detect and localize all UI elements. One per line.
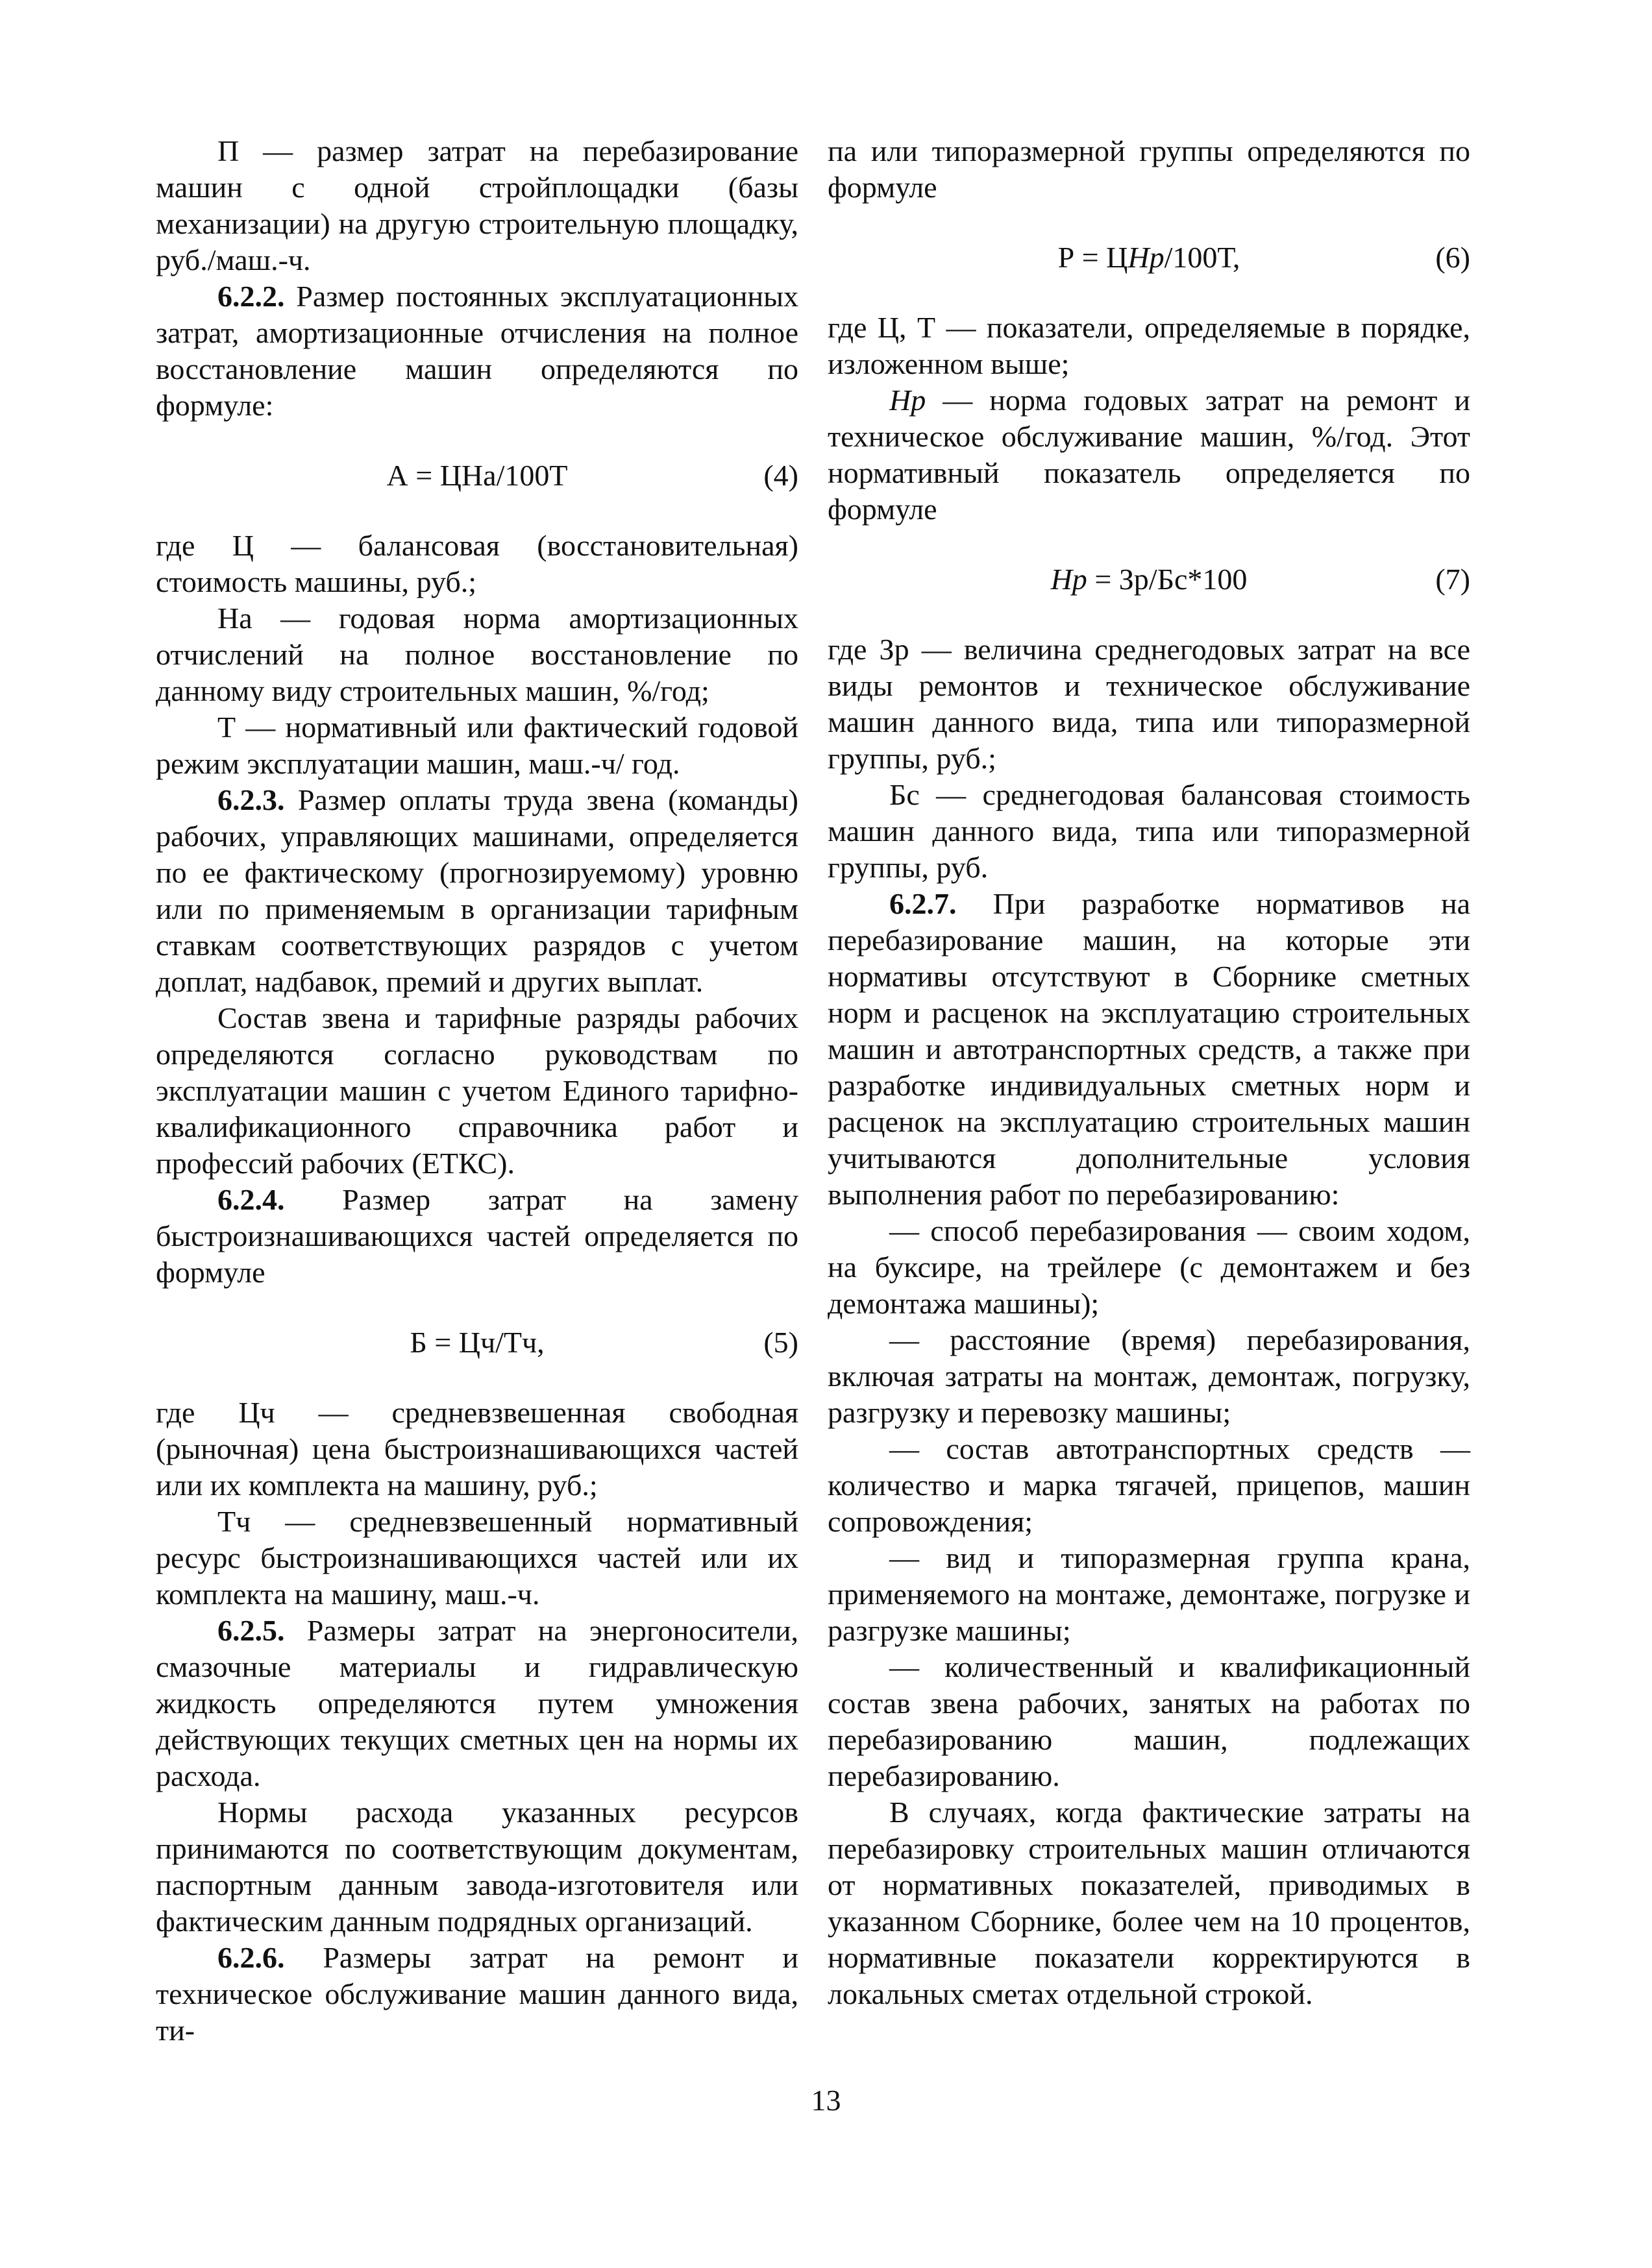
list-item: — состав автотранспортных средств — количество и марка тягачей, прицепов, машин сопровождения; <box>828 1432 1470 1538</box>
paragraph-6-2-2: 6.2.2. Размер постоянных эксплуатационных затрат, амортизационные отчисления на полное восстановление машин определяются по формуле: <box>156 280 798 422</box>
paragraph-where-cch: где Цч — средневзвешенная свободная (рыночная) цена быстроизнашивающихся частей или их комплекта на машину, руб.; <box>156 1396 798 1502</box>
clause-number: 6.2.2. <box>217 280 285 313</box>
paragraph-correction-cases: В случаях, когда фактические затраты на перебазировку строительных машин отличаются от нормативных показателей, приводимых в указанном Сборнике, более чем на 10 процентов, нормативные показатели корректируются в локальных сметах отдельной строкой. <box>828 1796 1470 2010</box>
paragraph-6-2-7: 6.2.7. При разработке нормативов на перебазирование машин, на которые эти нормативы отсутствуют в Сборнике сметных норм и расценок на эксплуатацию строительных машин и автотранспортных средств, а также при разработке индивидуальных сметных норм и расценок на эксплуатацию строительных машин учитываются дополнительные условия выполнения работ по перебазированию: <box>828 887 1470 1211</box>
clause-number: 6.2.3. <box>217 783 285 816</box>
paragraph-continuation: па или типоразмерной группы определяются по формуле <box>828 134 1470 204</box>
paragraph-tch: Тч — средневзвешенный нормативный ресурс быстроизнашивающихся частей или их комплекта на машину, маш.-ч. <box>156 1505 798 1611</box>
paragraph-where-c-t: где Ц, Т — показатели, определяемые в порядке, изложенном выше; <box>828 311 1470 380</box>
formula-5 <box>156 1324 798 1361</box>
paragraph-na: На — годовая норма амортизационных отчислений на полное восстановление по данному виду строительных машин, %/год; <box>156 602 798 707</box>
list-item: — расстояние (время) перебазирования, включая затраты на монтаж, демонтаж, погрузку, разгрузку и перевозку машины; <box>828 1323 1470 1429</box>
formula-number: (5) <box>763 1326 798 1359</box>
page-number: 13 <box>811 2084 841 2117</box>
paragraph-where-zr: где Зр — величина среднегодовых затрат на все виды ремонтов и техническое обслуживание машин данного вида, типа или типоразмерной группы, руб.; <box>828 633 1470 775</box>
clause-number: 6.2.5. <box>217 1614 285 1647</box>
formula-4 <box>156 457 798 494</box>
paragraph-consumption-norms: Нормы расхода указанных ресурсов принимаются по соответствующим документам, паспортным данным завода-изготовителя или фактическим данным подрядных организаций. <box>156 1796 798 1938</box>
paragraph-bs: Бс — среднегодовая балансовая стоимость машин данного вида, типа или типоразмерной группы, руб. <box>828 778 1470 884</box>
paragraph-6-2-3: 6.2.3. Размер оплаты труда звена (команды) рабочих, управляющих машинами, определяется по ее фактическому (прогнозируемому) уровню или по применяемым в организации тарифным ставкам соответствующих разрядов с учетом доплат, надбавок, премий и других выплат. <box>156 783 798 998</box>
right-column <box>828 133 1470 2012</box>
list-item: — способ перебазирования — своим ходом, на буксире, на трейлере (с демонтажем и без демонтажа машины); <box>828 1214 1470 1320</box>
paragraph-where-c: где Ц — балансовая (восстановительная) стоимость машины, руб.; <box>156 529 798 598</box>
formula-number: (7) <box>1435 563 1470 596</box>
left-column <box>156 133 798 2049</box>
formula-7 <box>828 561 1470 598</box>
formula-number: (6) <box>1435 241 1470 274</box>
formula-expression: Нр = Зр/Бс*100 <box>1050 563 1248 596</box>
paragraph-p-definition: П — размер затрат на перебазирование машин с одной стройплощадки (базы механизации) на другую строительную площадку, руб./маш.-ч. <box>156 134 798 276</box>
formula-expression: Б = Цч/Тч, <box>410 1326 545 1359</box>
paragraph-6-2-6: 6.2.6. Размеры затрат на ремонт и техническое обслуживание машин данного вида, ти- <box>156 1941 798 2047</box>
clause-number: 6.2.6. <box>217 1941 285 1974</box>
formula-expression: А = ЦНа/100Т <box>386 459 568 492</box>
list-item: — количественный и квалификационный состав звена рабочих, занятых на работах по перебазированию машин, подлежащих перебазированию. <box>828 1650 1470 1792</box>
list-item: — вид и типоразмерная группа крана, применяемого на монтаже, демонтаже, погрузке и разгрузке машины; <box>828 1541 1470 1647</box>
paragraph-6-2-4: 6.2.4. Размер затрат на замену быстроизнашивающихся частей определяется по формуле <box>156 1183 798 1289</box>
formula-number: (4) <box>763 459 798 492</box>
paragraph-team-composition: Состав звена и тарифные разряды рабочих определяются согласно руководствам по эксплуатации машин с учетом Единого тарифно-квалификационного справочника работ и профессий рабочих (ЕТКС). <box>156 1001 798 1180</box>
paragraph-t: Т — нормативный или фактический годовой режим эксплуатации машин, маш.-ч/ год. <box>156 711 798 780</box>
paragraph-np: Нр — норма годовых затрат на ремонт и техническое обслуживание машин, %/год. Этот нормативный показатель определяется по формуле <box>828 384 1470 526</box>
formula-expression: Р = ЦНр/100Т, <box>1057 241 1240 274</box>
paragraph-6-2-5: 6.2.5. Размеры затрат на энергоносители, смазочные материалы и гидравлическую жидкость определяются путем умножения действующих текущих сметных цен на нормы их расхода. <box>156 1614 798 1792</box>
formula-6 <box>828 239 1470 276</box>
clause-number: 6.2.7. <box>889 887 957 920</box>
clause-number: 6.2.4. <box>217 1183 285 1216</box>
